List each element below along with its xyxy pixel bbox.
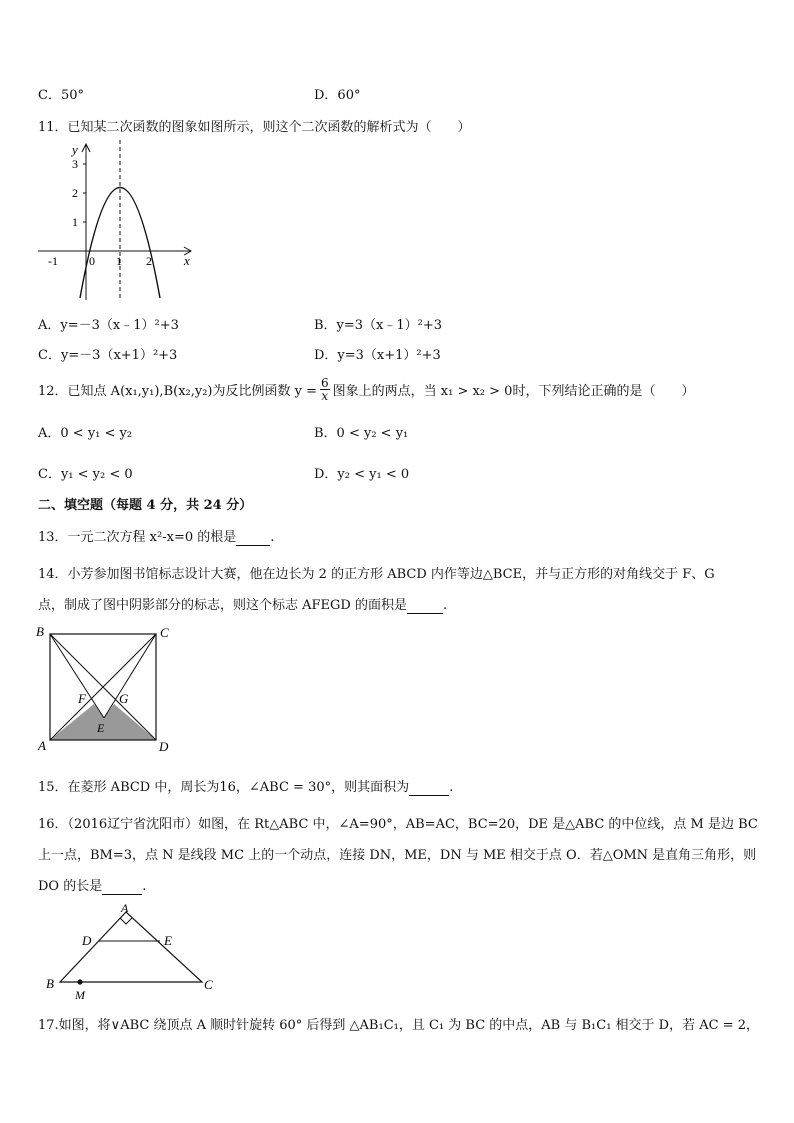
q17-line1: 17.如图，将∨ABC 绕顶点 A 顺时针旋转 60° 后得到 △AB₁C₁，且 C₁ 为 BC 的中点，AB 与 B₁C₁ 相交于 D，若 AC = 2， [38, 1018, 759, 1033]
point-m [77, 979, 82, 984]
q11-option-a: A．y=－3（x﹣1）²+3 [38, 318, 179, 333]
q15 [38, 776, 453, 796]
q16-line1: 16．（2016辽宁省沈阳市）如图，在 Rt△ABC 中，∠A=90°，AB=AC，BC=20，DE 是△ABC 的中位线，点 M 是边 BC [38, 817, 758, 832]
q12-option-a: A．0 < y₁ < y₂ [38, 426, 133, 441]
label-a: A [121, 901, 129, 915]
q11-stem: 11．已知某二次函数的图象如图所示，则这个二次函数的解析式为（ ） [38, 120, 471, 135]
q12-option-c: C．y₁ < y₂ < 0 [38, 467, 133, 482]
y-tick-2: 2 [72, 186, 78, 200]
q14-period: . [442, 598, 448, 613]
side-ce [104, 634, 156, 718]
label-e: E [97, 721, 105, 735]
x-tick-neg1: -1 [48, 254, 58, 268]
label-m: M [75, 988, 85, 1002]
q11-option-d: D．y=3（x+1）²+3 [314, 348, 441, 363]
q14-line2-text: 点，制成了图中阴影部分的标志，则这个标志 AFEGD 的面积是 [38, 598, 407, 613]
q12-stem-part2: 图象上的两点，当 x₁ > x₂ > 0时，下列结论正确的是（ ） [332, 383, 695, 399]
q16-triangle-figure [42, 900, 218, 1004]
q15-period: . [449, 780, 454, 795]
y-axis-label: y [72, 142, 78, 157]
label-c: C [204, 977, 213, 992]
label-f: F [78, 691, 86, 706]
q15-text: 15．在菱形 ABCD 中，周长为16，∠ABC = 30°，则其面积为 [38, 780, 410, 795]
q13 [38, 526, 274, 546]
q11-option-b: B．y=3（x﹣1）²+3 [314, 318, 443, 333]
q12-stem-part1: 12．已知点 A(x₁,y₁),B(x₂,y₂)为反比例函数 y = [38, 383, 317, 399]
q14-answer-blank [407, 598, 443, 614]
q14-square-figure [34, 622, 178, 756]
q16-line3 [38, 875, 146, 895]
q14-line2 [38, 594, 447, 614]
q13-period: . [270, 530, 275, 545]
x-axis-label: x [184, 253, 190, 268]
y-tick-1: 1 [72, 215, 78, 229]
q12-fraction [320, 377, 330, 402]
q11-option-c: C．y=－3（x+1）²+3 [38, 348, 178, 363]
q11-parabola-graph [36, 138, 196, 304]
q12-option-d: D．y₂ < y₁ < 0 [314, 467, 410, 482]
q16-line2: 上一点，BM=3，点 N 是线段 MC 上的一个动点，连接 DN，ME，DN 与 ME 相交于点 O．若△OMN 是直角三角形，则 [38, 848, 757, 863]
x-tick-1: 1 [116, 254, 122, 268]
label-e: E [164, 933, 172, 948]
q15-answer-blank [409, 780, 449, 796]
label-b: B [36, 624, 44, 639]
q12-option-b: B．0 < y₂ < y₁ [314, 426, 409, 441]
right-angle-mark [120, 918, 132, 924]
q10-option-c: C．50° [38, 88, 84, 103]
q12-fraction-denominator: x [321, 388, 329, 403]
y-tick-3: 3 [72, 157, 78, 171]
x-tick-2: 2 [146, 254, 152, 268]
label-d: D [82, 933, 92, 948]
label-c: C [160, 625, 169, 640]
side-be [50, 634, 104, 718]
q16-answer-blank [102, 879, 142, 895]
q10-option-d: D．60° [314, 88, 361, 103]
q12-stem [38, 372, 694, 406]
q12-fraction-numerator: 6 [321, 375, 329, 390]
q13-answer-blank [236, 530, 270, 546]
x-tick-0: 0 [89, 254, 95, 268]
label-d: D [159, 739, 169, 754]
q14-line1: 14．小芳参加图书馆标志设计大赛，他在边长为 2 的正方形 ABCD 内作等边△BCE，并与正方形的对角线交于 F、G [38, 567, 715, 582]
q16-line3-text: DO 的长是 [38, 879, 103, 894]
label-b: B [46, 976, 54, 991]
q16-period: . [142, 879, 147, 894]
label-a: A [38, 738, 46, 753]
section-heading-fill-in: 二、填空题（每题 4 分，共 24 分） [38, 498, 253, 513]
label-g: G [119, 691, 129, 706]
q13-text: 13．一元二次方程 x²-x=0 的根是 [38, 530, 237, 545]
